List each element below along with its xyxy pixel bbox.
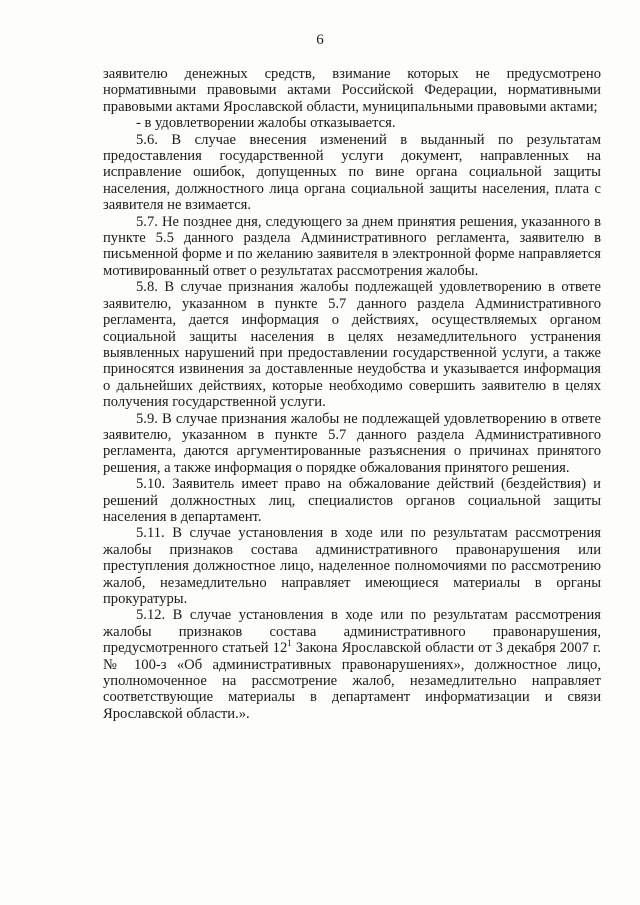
paragraph-5-6: 5.6. В случае внесения изменений в выданный по результатам предоставления государственной услуги документ, направленных на исправление ошибок, допущенных по вине органа социальной защиты населения, должностного лица органа социальной защиты населения, плата с заявителя не взимается.: [103, 131, 601, 214]
document-body: [103, 66, 601, 722]
paragraph-5-12-start: 5.12. В случае установления в ходе или по результатам рассмотрения жалобы признаков состава административного правонарушения, предусмотренного статьей 12: [103, 607, 601, 657]
paragraph-5-10: 5.10. Заявитель имеет право на обжалование действий (бездействия) и решений должностных лиц, специалистов органов социальной защиты населения в департамент.: [103, 476, 601, 525]
superscript-marker: 1: [287, 638, 292, 649]
paragraph-5-8: 5.8. В случае признания жалобы подлежащей удовлетворению в ответе заявителю, указанном в пункте 5.7 данного раздела Административного регламента, дается информация о действиях, осуществляемых органом социальной защиты населения в целях незамедлительного устранения выявленных нарушений при предоставлении государственной услуги, а также приносятся извинения за доставленные неудобства и указывается информация о дальнейших действиях, которые необходимо совершить заявителю в целях получения государственной услуги.: [103, 279, 601, 411]
paragraph-5-11: 5.11. В случае установления в ходе или по результатам рассмотрения жалобы признаков состава административного правонарушения или преступления должностное лицо, наделенное полномочиями по рассмотрению жалоб, незамедлительно направляет имеющиеся материалы в органы прокуратуры.: [103, 525, 601, 607]
paragraph-5-12-end: Закона Ярославской области от 3 декабря 2007 г. № 100-з «Об административных правонарушениях», должностное лицо, уполномоченное на рассмотрение жалоб, незамедлительно направляет соответствующие материалы в департамент информатизации и связи Ярославской области.».: [103, 640, 601, 722]
paragraph-5-9: 5.9. В случае признания жалобы не подлежащей удовлетворению в ответе заявителю, указанном в пункте 5.7 данного раздела Административного регламента, даются аргументированные разъяснения о причинах принятого решения, а также информация о порядке обжалования принятого решения.: [103, 410, 601, 476]
paragraph-refusal: - в удовлетворении жалобы отказывается.: [136, 115, 396, 132]
paragraph-5-12: [103, 607, 601, 722]
paragraph-5-7: 5.7. Не позднее дня, следующего за днем принятия решения, указанного в пункте 5.5 данного раздела Административного регламента, заявителю в письменной форме и по желанию заявителя в электронной форме направляется мотивированный ответ о результатах рассмотрения жалобы.: [103, 213, 601, 279]
page-number: 6: [316, 32, 324, 48]
paragraph-continuation: заявителю денежных средств, взимание которых не предусмотрено нормативными правовыми актами Российской Федерации, нормативными правовыми актами Ярославской области, муниципальными правовыми актами;: [103, 66, 601, 115]
